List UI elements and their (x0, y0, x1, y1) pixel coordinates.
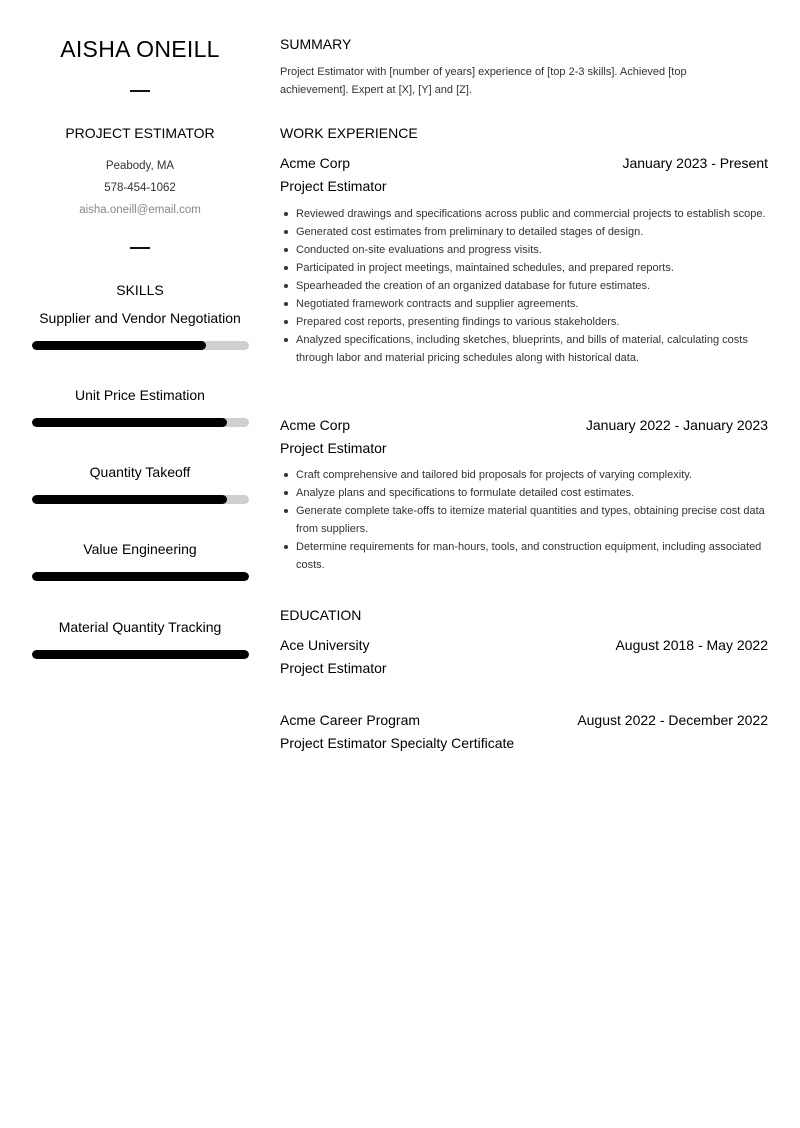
work-experience-heading: WORK EXPERIENCE (280, 125, 418, 141)
education-school: Acme Career Program (280, 712, 421, 728)
skills-list (24, 310, 256, 695)
list-item: Generate complete take-offs to itemize material quantities and types, obtaining precise cost data from suppliers. (280, 502, 770, 538)
education-dates: August 2022 - December 2022 (577, 712, 768, 728)
skill-item (24, 464, 256, 541)
skill-name: Supplier and Vendor Negotiation (39, 310, 241, 326)
job-role: Project Estimator (280, 440, 387, 456)
skill-level-bar (32, 495, 249, 504)
education-heading: EDUCATION (280, 607, 362, 623)
job-title: PROJECT ESTIMATOR (65, 125, 215, 141)
email-link[interactable]: aisha.oneill@email.com (79, 204, 201, 216)
sidebar (24, 30, 256, 695)
education-header (280, 712, 768, 728)
list-item: Determine requirements for man-hours, tools, and construction equipment, including associated costs. (280, 538, 770, 574)
list-item: Reviewed drawings and specifications across public and commercial projects to establish scope. (280, 205, 770, 223)
skill-level-fill (32, 572, 249, 581)
skill-name: Value Engineering (83, 541, 197, 557)
candidate-name: AISHA ONEILL (60, 36, 220, 62)
education-header (280, 637, 768, 653)
divider (130, 247, 150, 249)
list-item: Participated in project meetings, maintained schedules, and prepared reports. (280, 259, 770, 277)
skill-level-bar (32, 650, 249, 659)
education-dates: August 2018 - May 2022 (615, 637, 768, 653)
list-item: Prepared cost reports, presenting findings to various stakeholders. (280, 313, 770, 331)
skill-level-bar (32, 418, 249, 427)
education-school: Ace University (280, 637, 370, 653)
job-company: Acme Corp (280, 417, 351, 433)
job-bullets (280, 466, 770, 574)
education-degree: Project Estimator Specialty Certificate (280, 735, 515, 751)
location: Peabody, MA (105, 160, 175, 172)
skill-name: Unit Price Estimation (75, 387, 205, 403)
skill-level-bar (32, 341, 249, 350)
list-item: Conducted on-site evaluations and progress visits. (280, 241, 770, 259)
divider (130, 90, 150, 92)
skill-level-fill (32, 650, 249, 659)
skill-level-fill (32, 495, 227, 504)
education-degree: Project Estimator (280, 660, 387, 676)
skills-heading: SKILLS (116, 282, 164, 298)
phone: 578-454-1062 (104, 182, 176, 194)
summary-text: Project Estimator with [number of years] experience of [top 2-3 skills]. Achieved [top achievement]. Expert at [X], [Y] and [Z]. (280, 66, 687, 96)
job-company: Acme Corp (280, 155, 351, 171)
contact-block (24, 155, 256, 221)
skill-item (24, 310, 256, 387)
list-item: Negotiated framework contracts and supplier agreements. (280, 295, 770, 313)
job-header (280, 155, 768, 171)
list-item: Spearheaded the creation of an organized database for future estimates. (280, 277, 770, 295)
skill-level-bar (32, 572, 249, 581)
skill-name: Material Quantity Tracking (58, 619, 222, 635)
skill-item (24, 387, 256, 464)
skill-item (24, 618, 256, 695)
job-dates: January 2023 - Present (622, 155, 768, 171)
skill-level-fill (32, 418, 227, 427)
list-item: Analyze plans and specifications to formulate detailed cost estimates. (280, 484, 770, 502)
list-item: Analyzed specifications, including sketches, blueprints, and bills of material, calculating costs through labor and material pricing schedules along with historical data. (280, 331, 770, 367)
skill-item (24, 541, 256, 618)
job-bullets (280, 205, 770, 367)
list-item: Craft comprehensive and tailored bid proposals for projects of varying complexity. (280, 466, 770, 484)
list-item: Generated cost estimates from preliminary to detailed stages of design. (280, 223, 770, 241)
skill-level-fill (32, 341, 206, 350)
summary-heading: SUMMARY (280, 36, 352, 52)
job-role: Project Estimator (280, 178, 387, 194)
job-dates: January 2022 - January 2023 (585, 417, 768, 433)
job-header (280, 417, 768, 433)
skill-name: Quantity Takeoff (89, 464, 191, 480)
